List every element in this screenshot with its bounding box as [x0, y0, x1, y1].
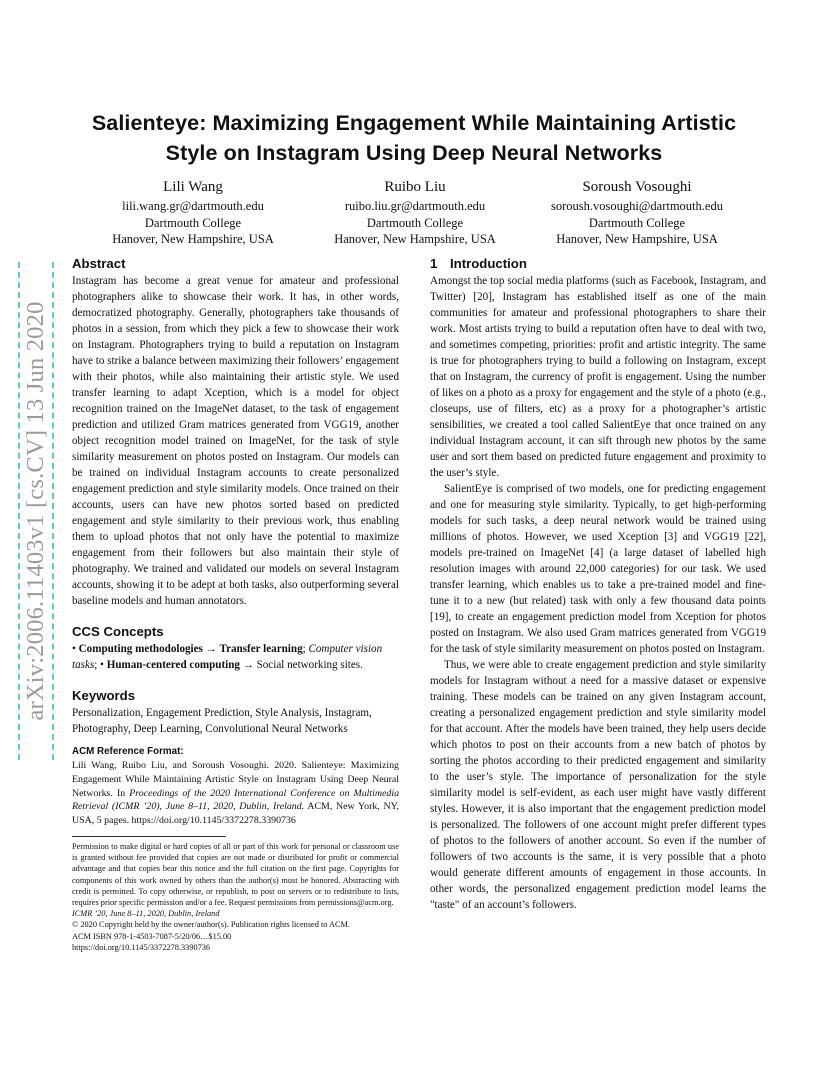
author-name: Ruibo Liu [384, 179, 446, 195]
intro-paragraph-1: Amongst the top social media platforms (such as Facebook, Instagram, and Twitter) [20], Instagram has established itself as one of the main communities for amateur and professional photographers to share their work. Most artists trying to build a reputation often have to deal with two, and sometimes competing, priorities: profit and artistic integrity. The same is true for photographers trying to build a following on Instagram, except that on Instagram, the currency of profit is engagement. Using the number of likes on a photo as a proxy for engagement and the style of a photo (e.g., closeups, use of filters, etc) as a proxy for a photographer’s artistic sensibilities, we created a tool called SalientEye that once trained on any individual Instagram account, it can sift through new photos by the same user and sort them based on predicted future engagement and proximity to the user’s style. [430, 275, 766, 479]
section-number: 1 [430, 256, 438, 271]
acm-reference-doi: ACM, New York, NY, USA, 5 pages. https://doi.org/10.1145/3372278.3390736 [72, 801, 400, 827]
ccs-heading: CCS Concepts [72, 624, 164, 639]
conference-line: ICMR ’20, June 8–11, 2020, Dublin, Ireland [72, 909, 220, 919]
author-location: Hanover, New Hampshire, USA [334, 232, 496, 246]
author-location: Hanover, New Hampshire, USA [112, 232, 274, 246]
ccs-term: Computing methodologies [78, 643, 203, 655]
acm-reference-label: ACM Reference Format: [72, 746, 184, 757]
arxiv-id: arXiv:2006.11403v1 [cs.CV] 13 Jun 2020 [22, 301, 49, 721]
footnote-rule [72, 836, 226, 837]
copyright-line: © 2020 Copyright held by the owner/author(s). Publication rights licensed to ACM. [72, 920, 350, 930]
author-name: Soroush Vosoughi [582, 179, 692, 195]
keywords-heading: Keywords [72, 688, 136, 703]
isbn-line: ACM ISBN 978-1-4503-7087-5/20/06…$15.00 [72, 931, 232, 941]
author-block-1 [88, 178, 298, 248]
permission-text: Permission to make digital or hard copies of all or part of this work for personal or classroom use is granted without fee provided that copies are not made or distributed for profit or commercial advantage and that copies bear this notice and the full citation on the first page. Copyrights for components of this work owned by others than the author(s) must be honored. Abstracting with credit is permitted. To copy otherwise, or republish, to post on servers or to redistribute to lists, requires prior specific permission and/or a fee. Request permissions from permissions@acm.org. [72, 842, 399, 908]
ccs-separator: ; [94, 659, 101, 671]
title-line-2: Style on Instagram Using Deep Neural Networks [165, 141, 663, 165]
ccs-concepts [72, 641, 399, 673]
permission-block [72, 841, 399, 953]
author-block-2 [310, 178, 520, 248]
author-affiliation: Dartmouth College [366, 215, 464, 230]
author-location: Hanover, New Hampshire, USA [556, 232, 718, 246]
author-email: soroush.vosoughi@dartmouth.edu [551, 199, 723, 213]
paper-title [60, 108, 768, 168]
section-title: Introduction [450, 256, 527, 271]
author-email: ruibo.liu.gr@dartmouth.edu [344, 199, 486, 213]
author-block-3 [530, 178, 744, 248]
ccs-arrow: → [239, 659, 257, 671]
introduction-heading [430, 255, 766, 273]
ccs-bullet: • [100, 659, 107, 671]
author-affiliation: Dartmouth College [588, 215, 686, 230]
ccs-bullet: • [72, 643, 79, 655]
author-affiliation: Dartmouth College [144, 215, 242, 230]
abstract-heading: Abstract [72, 256, 126, 271]
intro-paragraph-2: SalientEye is comprised of two models, one for predicting engagement and one for measuring style similarity. Typically, to get high-performing models for such tasks, a deep neural network would be trained using millions of photos. However, we used Xception [3] and VGG19 [22], models pre-trained on ImageNet [4] (a large dataset of labelled high resolution images with around 22,000 categories) for our task. We used transfer learning, which enables us to take a pre-trained model and fine-tune it to a new (but related) task with only a few thousand data points [19], to create an engagement prediction model from Xception for photos posted on Instagram. We also used Gram matrices generated from VGG19 for the task of style similarity measurement on photos posted on Instagram. [430, 483, 766, 655]
acm-reference-authors: Lili Wang, Ruibo Liu, and Soroush Vosoughi. 2020. Salienteye: Maximizing Engagement While Maintaining Artistic Style on Instagram Using Deep Neural Networks. In [72, 760, 399, 799]
arxiv-stamp [18, 262, 54, 760]
left-column [72, 255, 399, 828]
abstract-text: Instagram has become a great venue for amateur and professional photographers alike to showcase their work. It has, in other words, democratized photography. Generally, photographers take thousands of photos in a session, from which they pick a few to showcase their work on Instagram. Photographers trying to build a reputation on Instagram have to strike a balance between maximizing their followers’ engagement with their photos, while also maintaining their artistic style. We used transfer learning to adapt Xception, which is a model for object recognition trained on the ImageNet dataset, to the task of engagement prediction and utilized Gram matrices generated from VGG19, another object recognition model trained on ImageNet, for the task of style similarity measurement on photos posted on Instagram. Our models can be trained on individual Instagram accounts to create personalized engagement prediction and style similarity models. Once trained on their accounts, users can have new photos sorted based on predicted engagement and style similarity to their previous work, thus enabling them to upload photos that not only have the potential to maximize engagement from their followers but also maintain their style of photography. We trained and validated our models on several Instagram accounts, showing it to be adept at both tasks, also outperforming several baseline models and human annotators. [72, 275, 399, 607]
author-email: lili.wang.gr@dartmouth.edu [122, 199, 264, 213]
ccs-arrow: → [202, 643, 220, 655]
author-name: Lili Wang [163, 179, 223, 195]
ccs-term: Computer vision tasks [72, 643, 383, 671]
ccs-term: Transfer learning [219, 643, 303, 655]
right-column [430, 255, 766, 913]
ccs-term: Human-centered computing [106, 659, 240, 671]
keywords-text: Personalization, Engagement Prediction, Style Analysis, Instagram, Photography, Deep Learning, Convolutional Neural Networks [72, 707, 372, 735]
ccs-separator: ; [302, 643, 309, 655]
doi-line: https://doi.org/10.1145/3372278.3390736 [72, 942, 211, 952]
intro-paragraph-3: Thus, we were able to create engagement prediction and style similarity models for Instagram without a need for a massive dataset or expensive training. These models can be trained on any given Instagram account, creating a personalized engagement prediction and style similarity model for that account. After the models have been trained, they help users decide which photos to post on their accounts from a new batch of photos by sorting the photos according to their predicted engagement and similarity to the user’s style. The importance of personalization for the style similarity model is self-evident, as each user might have vastly different styles. However, it is also important that the engagement prediction model is personalized. The followers of one account might prefer different types of photos to the followers of another account. So even if the number of followers of two accounts is the same, it is very possible that a photo would generate different amounts of engagement in those accounts. In other words, the personalized engagement prediction model learns the "taste" of an account’s followers. [430, 659, 766, 911]
acm-reference-venue: Proceedings of the 2020 International Conference on Multimedia Retrieval (ICMR ’20), June 8–11, 2020, Dublin, Ireland. [72, 787, 400, 813]
acm-reference [72, 759, 399, 828]
title-line-1: Salienteye: Maximizing Engagement While Maintaining Artistic [91, 111, 737, 135]
ccs-term: Social networking sites. [256, 659, 363, 671]
